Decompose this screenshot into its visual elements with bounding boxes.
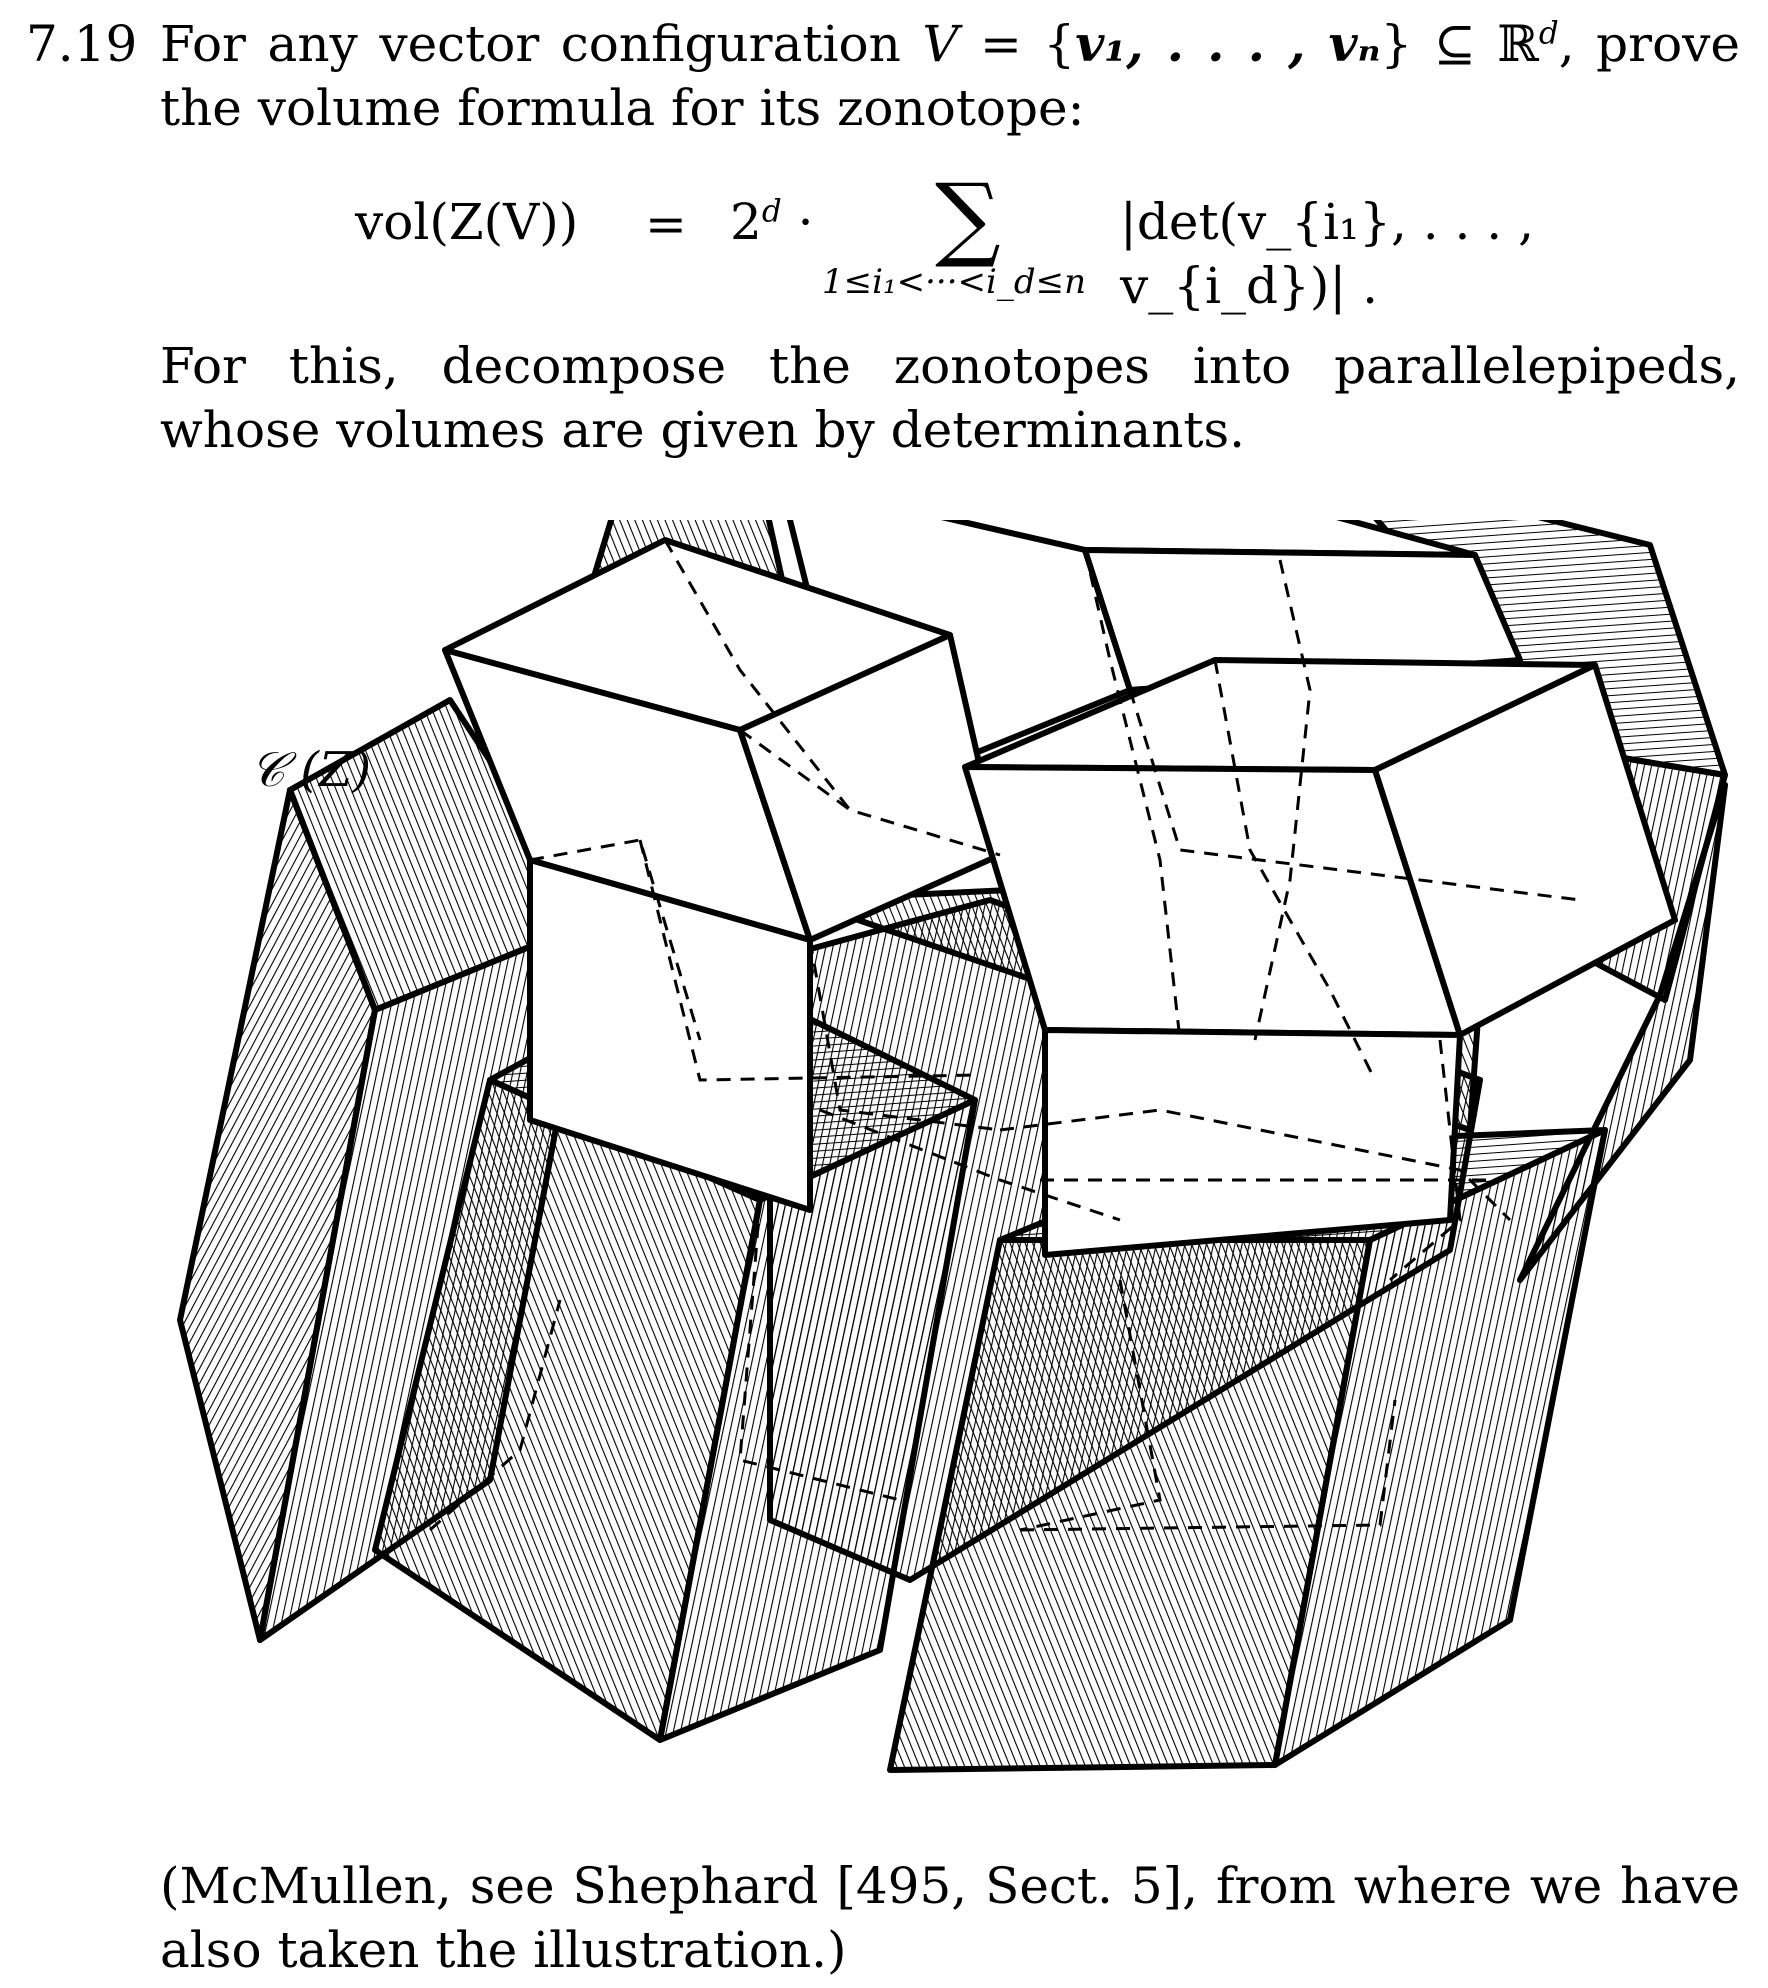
sum-range: 1≤i₁<···<i_d≤n (822, 262, 1087, 302)
statement-part3: } ⊆ ℝ (1380, 15, 1539, 73)
sum-symbol: ∑ (935, 164, 1001, 271)
statement-dim: d (1538, 15, 1559, 52)
statement-part4: , prove the volume formula for its zonotope: (160, 15, 1741, 137)
zonotope-illustration (0, 520, 1768, 1810)
statement-part1: For any vector configuration (160, 15, 923, 73)
zonotope-figure (0, 520, 1768, 1810)
citation-text: (McMullen, see Shephard [495, Sect. 5], from where we have also taken the illustration.) (160, 1857, 1740, 1979)
exercise-number: 7.19 (26, 15, 138, 73)
statement-var: V (922, 15, 959, 73)
formula-lhs: vol(Z(V)) (355, 193, 579, 251)
right-cube-lower-front (1045, 1030, 1460, 1255)
formula-coefficient: 2$^d$ · (730, 193, 814, 251)
figure-label: 𝒞 (Z) (250, 742, 372, 798)
statement-part2: = { (958, 15, 1076, 73)
exercise-statement (160, 12, 1740, 140)
hint-text: For this, decompose the zonotopes into parallelepipeds, whose volumes are given by determinants. (160, 337, 1740, 459)
volume-formula (0, 164, 1768, 320)
formula-equals: = (645, 195, 687, 253)
formula-summand: |det(v_{i₁}, . . . , v_{i_d})| . (1120, 193, 1534, 315)
statement-vectors: v₁, . . . , vₙ (1075, 14, 1381, 73)
